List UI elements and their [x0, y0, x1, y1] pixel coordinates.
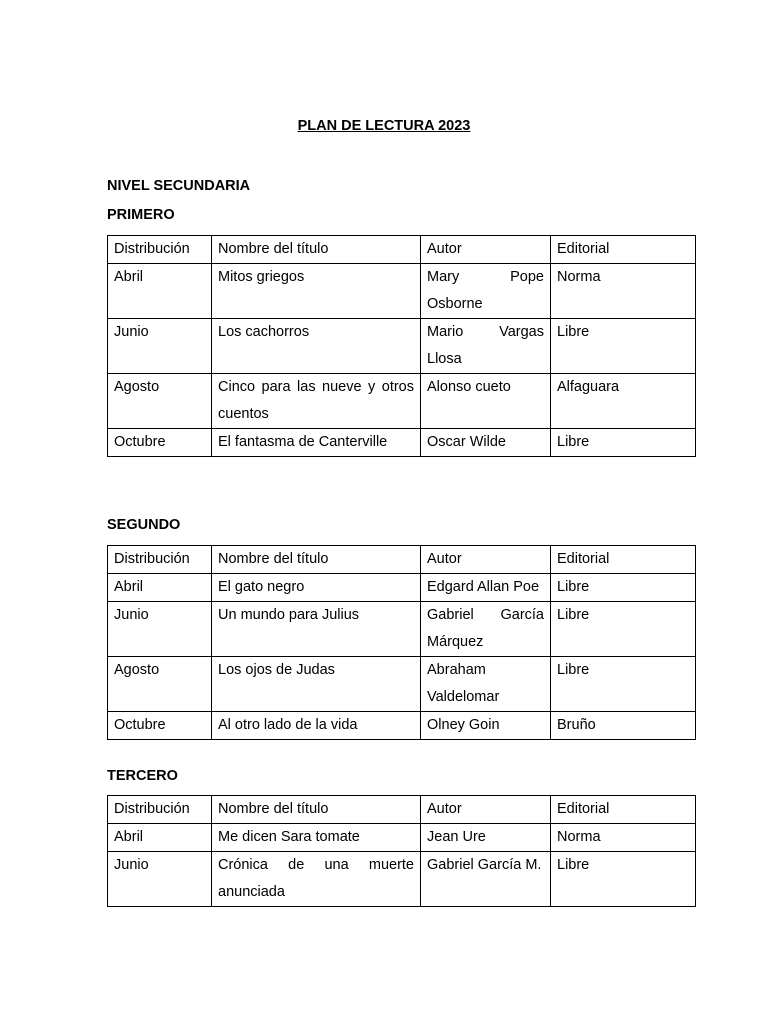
- publisher-cell: Libre: [551, 657, 696, 712]
- author-cell: Abraham Valdelomar: [421, 657, 551, 712]
- publisher-cell: Norma: [551, 824, 696, 852]
- author-cell: Gabriel García M.: [421, 852, 551, 907]
- publisher-cell: Bruño: [551, 712, 696, 740]
- title-cell: Crónica de una muerte anunciada: [212, 852, 421, 907]
- title-cell: Al otro lado de la vida: [212, 712, 421, 740]
- title-cell: Los ojos de Judas: [212, 657, 421, 712]
- table-row: [108, 374, 696, 429]
- publisher-cell: Norma: [551, 264, 696, 319]
- publisher-cell: Libre: [551, 429, 696, 457]
- author-cell: Olney Goin: [421, 712, 551, 740]
- table-row: [108, 319, 696, 374]
- publisher-cell: Alfaguara: [551, 374, 696, 429]
- publisher-cell: Libre: [551, 602, 696, 657]
- month-cell: Abril: [108, 264, 212, 319]
- table-header-row: [108, 796, 696, 824]
- header-cell: Autor: [421, 796, 551, 824]
- author-cell: Mario Vargas Llosa: [421, 319, 551, 374]
- title-cell: Me dicen Sara tomate: [212, 824, 421, 852]
- table-header-row: [108, 236, 696, 264]
- table-header-row: [108, 546, 696, 574]
- header-cell: Autor: [421, 546, 551, 574]
- author-cell: Edgard Allan Poe: [421, 574, 551, 602]
- section-heading-primero: PRIMERO: [107, 207, 175, 223]
- month-cell: Junio: [108, 319, 212, 374]
- header-cell: Editorial: [551, 546, 696, 574]
- table-row: [108, 602, 696, 657]
- author-cell: Mary Pope Osborne: [421, 264, 551, 319]
- month-cell: Junio: [108, 852, 212, 907]
- title-cell: El gato negro: [212, 574, 421, 602]
- header-cell: Autor: [421, 236, 551, 264]
- reading-table-tercero: [107, 795, 696, 907]
- table-row: [108, 712, 696, 740]
- author-cell: Jean Ure: [421, 824, 551, 852]
- table-row: [108, 264, 696, 319]
- publisher-cell: Libre: [551, 852, 696, 907]
- month-cell: Junio: [108, 602, 212, 657]
- author-cell: Gabriel García Márquez: [421, 602, 551, 657]
- header-cell: Nombre del título: [212, 546, 421, 574]
- title-cell: Mitos griegos: [212, 264, 421, 319]
- month-cell: Abril: [108, 574, 212, 602]
- reading-table-segundo: [107, 545, 696, 740]
- month-cell: Octubre: [108, 429, 212, 457]
- month-cell: Agosto: [108, 374, 212, 429]
- level-heading: NIVEL SECUNDARIA: [107, 178, 251, 194]
- month-cell: Octubre: [108, 712, 212, 740]
- title-cell: El fantasma de Canterville: [212, 429, 421, 457]
- header-cell: Editorial: [551, 796, 696, 824]
- header-cell: Nombre del título: [212, 236, 421, 264]
- header-cell: Editorial: [551, 236, 696, 264]
- table-row: [108, 429, 696, 457]
- publisher-cell: Libre: [551, 574, 696, 602]
- header-cell: Distribución: [108, 236, 212, 264]
- page-title: PLAN DE LECTURA 2023: [297, 118, 471, 134]
- table-row: [108, 824, 696, 852]
- table-row: [108, 852, 696, 907]
- month-cell: Abril: [108, 824, 212, 852]
- header-cell: Nombre del título: [212, 796, 421, 824]
- section-heading-segundo: SEGUNDO: [107, 517, 181, 533]
- table-row: [108, 574, 696, 602]
- month-cell: Agosto: [108, 657, 212, 712]
- title-cell: Los cachorros: [212, 319, 421, 374]
- section-heading-tercero: TERCERO: [107, 768, 178, 784]
- header-cell: Distribución: [108, 546, 212, 574]
- header-cell: Distribución: [108, 796, 212, 824]
- reading-table-primero: [107, 235, 696, 457]
- author-cell: Oscar Wilde: [421, 429, 551, 457]
- title-cell: Un mundo para Julius: [212, 602, 421, 657]
- table-row: [108, 657, 696, 712]
- title-cell: Cinco para las nueve y otros cuentos: [212, 374, 421, 429]
- author-cell: Alonso cueto: [421, 374, 551, 429]
- publisher-cell: Libre: [551, 319, 696, 374]
